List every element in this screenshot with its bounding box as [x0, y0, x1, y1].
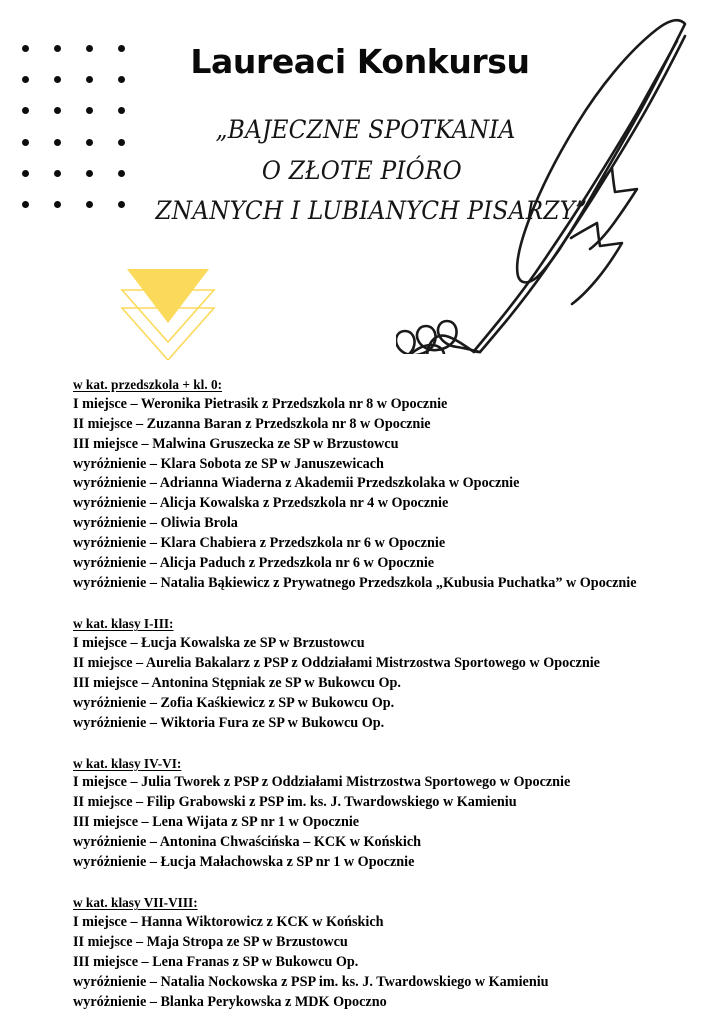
grid-dot	[86, 45, 93, 52]
category-heading: w kat. klasy IV-VI:	[73, 755, 182, 771]
grid-dot	[22, 45, 29, 52]
grid-dot	[22, 76, 29, 83]
winner-entry: wyróżnienie – Blanka Perykowska z MDK Opoczno	[73, 993, 387, 1010]
winner-entry: I miejsce – Hanna Wiktorowicz z KCK w Końskich	[73, 913, 384, 930]
grid-dot	[86, 76, 93, 83]
grid-dot	[54, 170, 61, 177]
category-section	[73, 376, 637, 594]
grid-dot	[118, 170, 125, 177]
feather-barb-lower	[571, 223, 622, 304]
grid-dot	[118, 76, 125, 83]
yellow-triangle-decoration	[118, 260, 218, 360]
grid-dot	[54, 139, 61, 146]
grid-dot	[86, 201, 93, 208]
category-heading: w kat. przedszkola + kl. 0:	[73, 377, 223, 392]
winner-entry: III miejsce – Malwina Gruszecka ze SP w Brzustowcu	[73, 435, 399, 452]
winner-entry: II miejsce – Zuzanna Baran z Przedszkola nr 8 w Opocznie	[73, 415, 431, 432]
category-section	[73, 755, 637, 873]
grid-dot	[22, 170, 29, 177]
winner-entry: wyróżnienie – Natalia Bąkiewicz z Prywatnego Przedszkola „Kubusia Puchatka” w Opocznie	[73, 575, 637, 592]
grid-dot	[54, 201, 61, 208]
winner-entry: wyróżnienie – Zofia Kaśkiewicz z SP w Bukowcu Op.	[73, 694, 395, 711]
page-title: Laureaci Konkursu	[190, 42, 530, 81]
category-heading: w kat. klasy I-III:	[73, 616, 174, 632]
winner-entry: wyróżnienie – Łucja Małachowska z SP nr 1 w Opocznie	[73, 854, 415, 871]
winner-entry: III miejsce – Antonina Stępniak ze SP w Bukowcu Op.	[73, 674, 401, 691]
winner-entry: wyróżnienie – Wiktoria Fura ze SP w Bukowcu Op.	[73, 714, 385, 731]
grid-dot	[118, 201, 125, 208]
contest-subtitle	[155, 110, 588, 232]
winner-entry: wyróżnienie – Alicja Paduch z Przedszkola nr 6 w Opocznie	[73, 555, 435, 572]
winners-list	[73, 376, 637, 1013]
category-section	[73, 894, 637, 1012]
category-section	[73, 615, 637, 733]
winner-entry: III miejsce – Lena Franas z SP w Bukowcu Op.	[73, 953, 359, 970]
winner-entry: wyróżnienie – Oliwia Brola	[73, 515, 238, 532]
grid-dot	[54, 107, 61, 114]
winner-entry: wyróżnienie – Antonina Chwaścińska – KCK w Końskich	[73, 834, 422, 851]
subtitle-line-3: ZNANYCH I LUBIANYCH PISARZY”	[155, 196, 588, 226]
winner-entry: wyróżnienie – Natalia Nockowska z PSP im. ks. J. Twardowskiego w Kamieniu	[73, 973, 549, 990]
category-heading: w kat. klasy VII-VIII:	[73, 895, 198, 911]
grid-dot	[86, 170, 93, 177]
header-block	[140, 42, 588, 232]
winner-entry: wyróżnienie – Adrianna Wiaderna z Akademii Przedszkolaka w Opocznie	[73, 475, 520, 492]
subtitle-line-2: O ZŁOTE PIÓRO	[261, 155, 462, 185]
winner-entry: I miejsce – Julia Tworek z PSP z Oddziałami Mistrzostwa Sportowego w Opocznie	[73, 774, 571, 791]
grid-dot	[118, 107, 125, 114]
grid-dot	[118, 139, 125, 146]
winner-entry: II miejsce – Aurelia Bakalarz z PSP z Oddziałami Mistrzostwa Sportowego w Opocznie	[73, 654, 600, 671]
subtitle-line-1: „BAJECZNE SPOTKANIA	[215, 115, 516, 145]
winner-entry: wyróżnienie – Alicja Kowalska z Przedszkola nr 4 w Opocznie	[73, 495, 449, 512]
winner-entry: II miejsce – Maja Stropa ze SP w Brzustowcu	[73, 933, 348, 950]
grid-dot	[86, 107, 93, 114]
dot-grid-decoration	[22, 45, 128, 209]
grid-dot	[22, 139, 29, 146]
grid-dot	[54, 76, 61, 83]
grid-dot	[118, 45, 125, 52]
winner-entry: III miejsce – Lena Wijata z SP nr 1 w Opocznie	[73, 814, 360, 831]
winner-entry: II miejsce – Filip Grabowski z PSP im. ks. J. Twardowskiego w Kamieniu	[73, 794, 517, 811]
grid-dot	[22, 201, 29, 208]
winner-entry: wyróżnienie – Klara Chabiera z Przedszkola nr 6 w Opocznie	[73, 535, 446, 552]
grid-dot	[54, 45, 61, 52]
winner-entry: wyróżnienie – Klara Sobota ze SP w Januszewicach	[73, 455, 384, 472]
winner-entry: I miejsce – Łucja Kowalska ze SP w Brzustowcu	[73, 634, 365, 651]
grid-dot	[22, 107, 29, 114]
grid-dot	[86, 139, 93, 146]
triangle-filled	[127, 269, 209, 323]
winner-entry: I miejsce – Weronika Pietrasik z Przedszkola nr 8 w Opocznie	[73, 395, 448, 412]
